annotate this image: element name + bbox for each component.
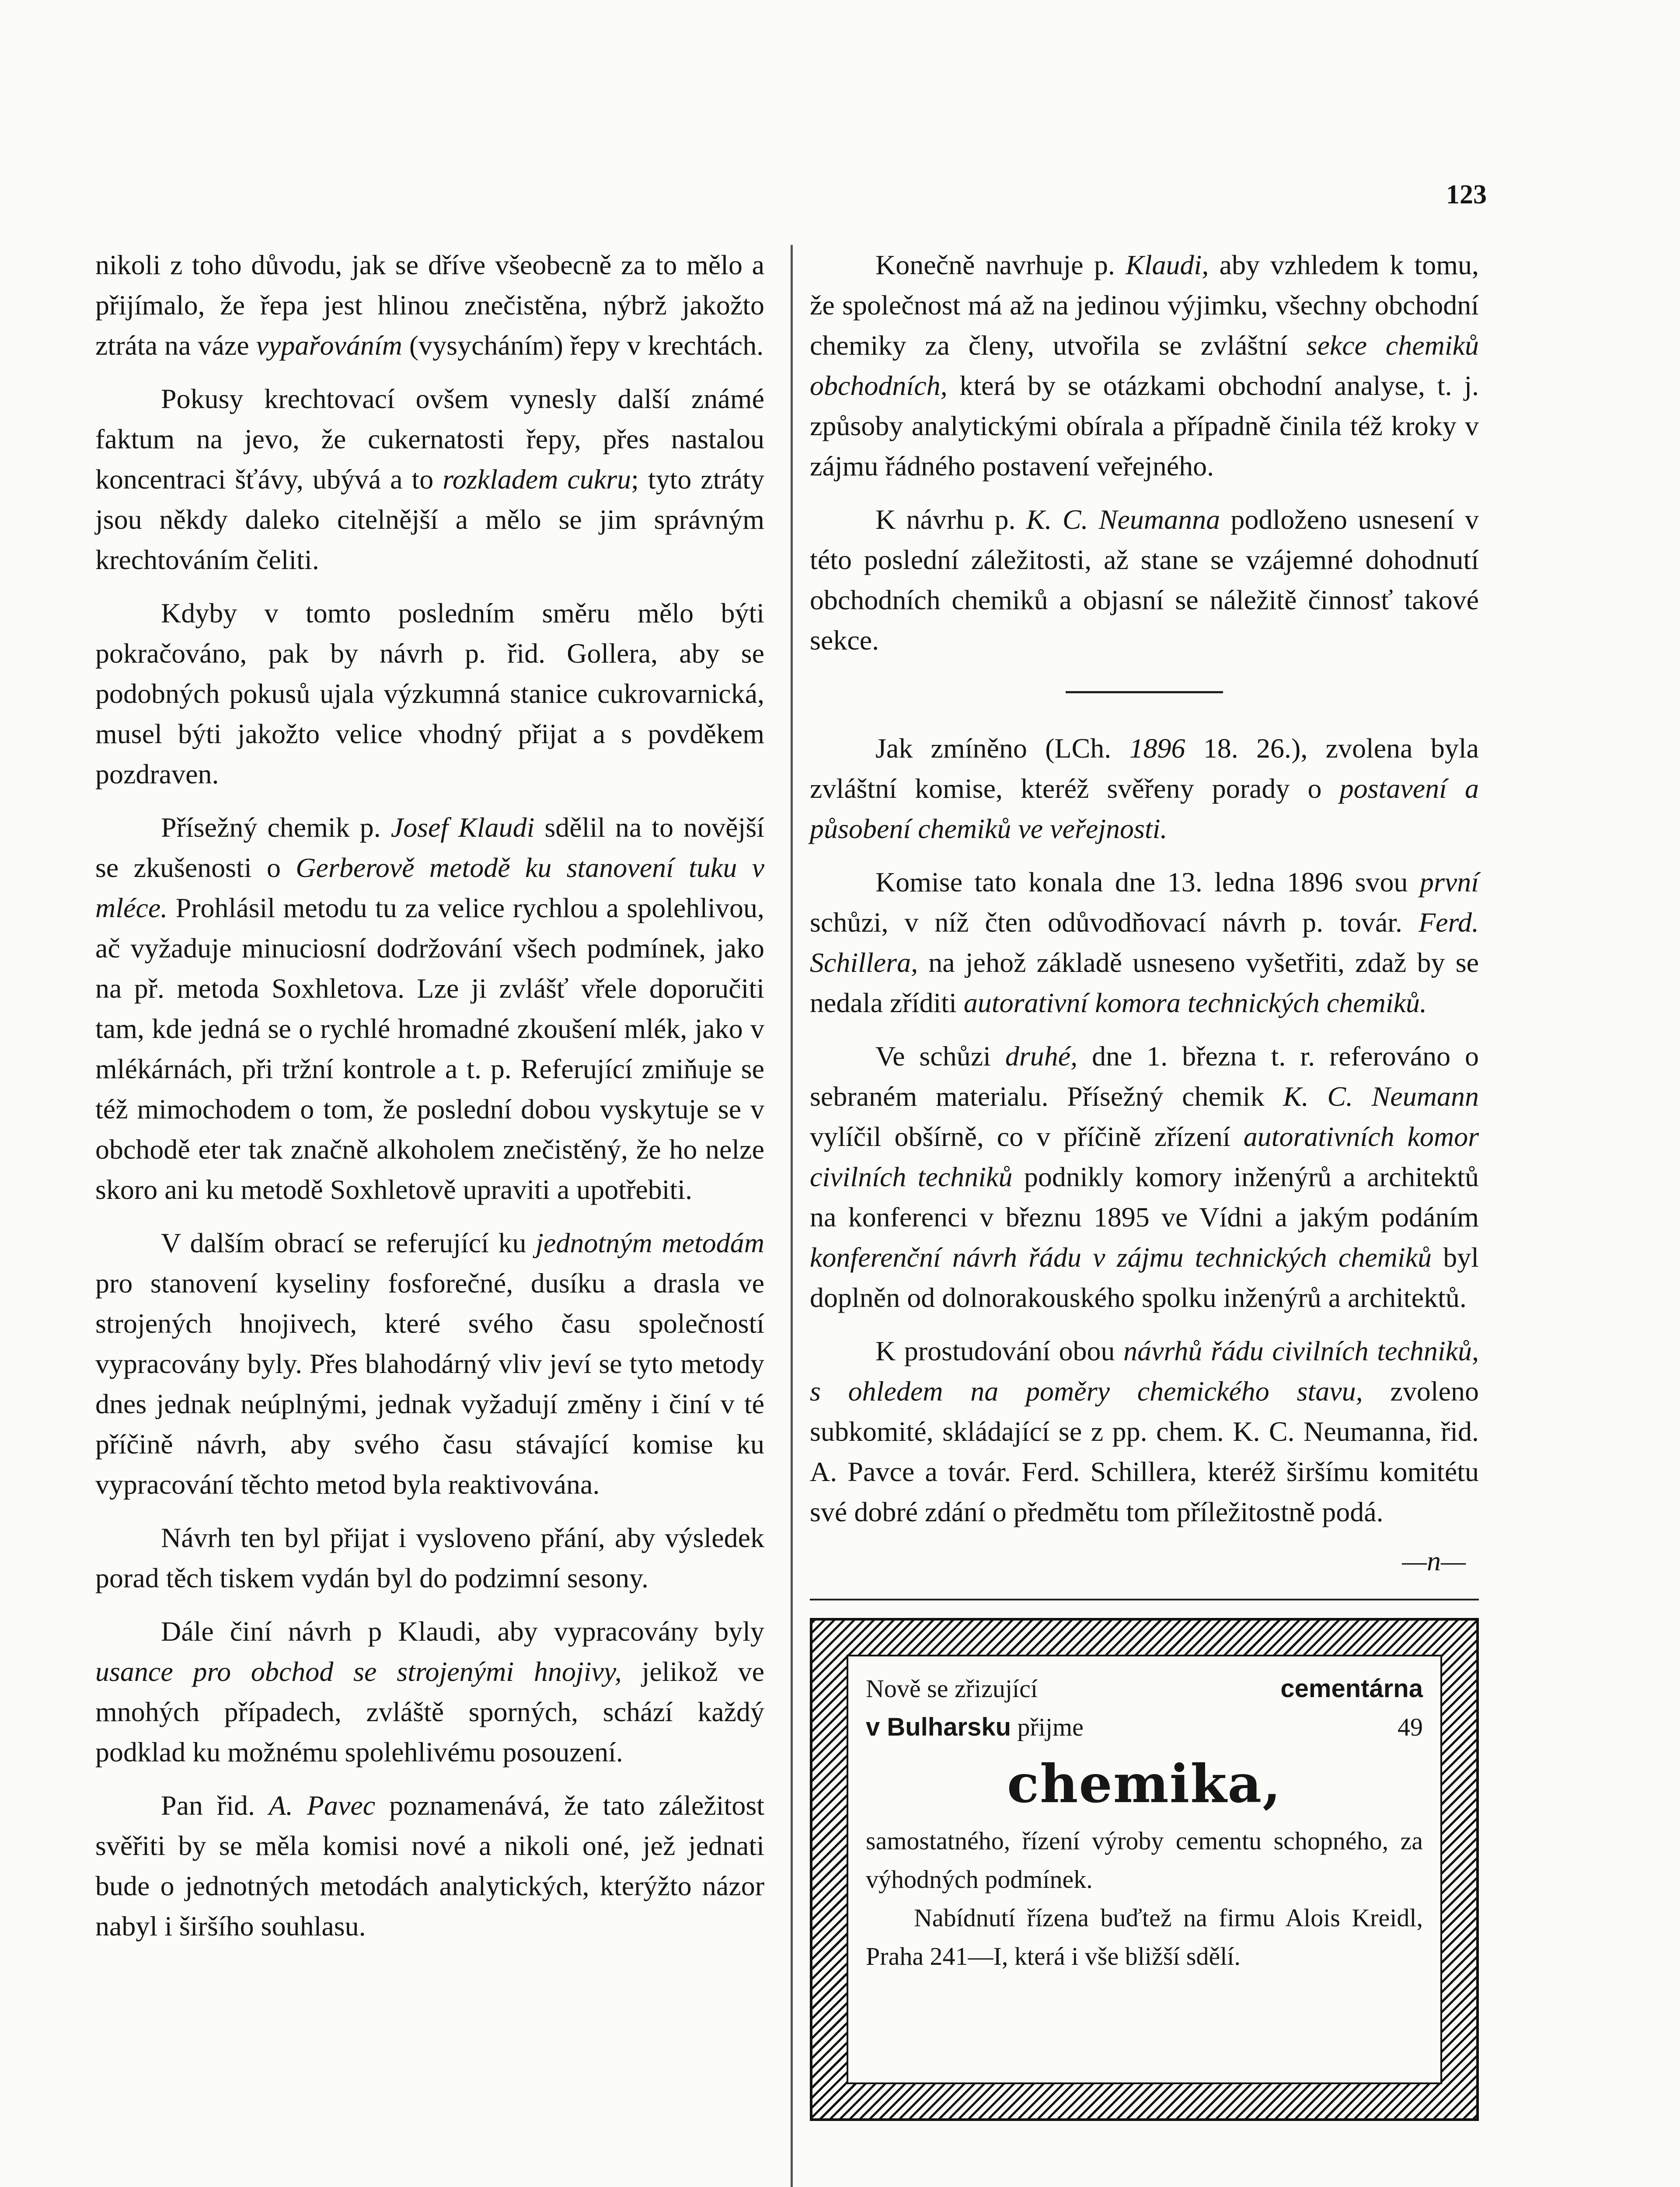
paragraph: Kdyby v tomto posledním směru mělo býti pokračováno, pak by návrh p. řid. Gollera, aby se podobných pokusů ujala výzkumná stanice cukrovarnická, musel býti jakožto velice vhodný přijat a s povděkem pozdraven.: [95, 597, 764, 790]
paragraph: Ve schůzi druhé, dne 1. března t. r. referováno o sebraném materialu. Přísežný chemik K. C. Neumann vylíčil obšírně, co v příčině zřízení autorativních komor civilních techniků podnikly komory inženýrů a architektů na konferenci v březnu 1895 ve Vídni a jakým podáním konferenční návrh řádu v zájmu technických chemiků byl doplněn od dolnorakouského spolku inženýrů a architektů.: [810, 1041, 1479, 1313]
right-column: [810, 245, 1479, 2121]
section-separator: [1066, 691, 1223, 693]
column-divider: [791, 245, 793, 2187]
paragraph: K návrhu p. K. C. Neumanna podloženo usnesení v této poslední záležitosti, až stane se vzájemné dohodnutí obchodních chemiků a objasní se náležitě činnosť takové sekce.: [810, 504, 1479, 656]
ad-text: Nově se zřizující: [866, 1674, 1038, 1703]
paragraph: Pokusy krechtovací ovšem vynesly další známé faktum na jevo, že cukernatosti řepy, přes nastalou koncentraci šťávy, ubývá a to rozkladem cukru; tyto ztráty jsou někdy daleko citelnější a mělo se jim správným krechtováním čeliti.: [95, 383, 765, 575]
ad-headline: chemika,: [1007, 1753, 1282, 1815]
paragraph: Jak zmíněno (LCh. 1896 18. 26.), zvolena byla zvláštní komise, kteréž svěřeny porady o postavení a působení chemiků ve veřejnosti.: [810, 733, 1479, 844]
paragraph: Pan řid. A. Pavec poznamenává, že tato záležitost svěřiti by se měla komisi nové a nikoli oné, jež jednati bude o jednotných metodách analytických, kterýžto názor nabyl i širšího souhlasu.: [95, 1790, 765, 1942]
advertisement-content: [847, 1655, 1442, 2084]
ad-line: [866, 1708, 1423, 1747]
ad-text: přijme: [1017, 1713, 1084, 1741]
paragraph: Dále činí návrh p Klaudi, aby vypracovány byly usance pro obchod se strojenými hnojivy, jelikož ve mnohých případech, zvláště sporných, schází každý podklad ku možnému spolehlivému posouzení.: [95, 1616, 765, 1768]
ad-line: [866, 1670, 1423, 1708]
ad-number: 49: [1398, 1713, 1423, 1741]
advertisement-box: [810, 1618, 1479, 2121]
ad-text: samostatného, řízení výroby cementu schopného, za výhodných podmínek.: [866, 1827, 1423, 1894]
ad-body: [866, 1822, 1423, 1976]
ad-location: v Bulharsku: [866, 1713, 1011, 1741]
paragraph: K prostudování obou návrhů řádu civilních techniků, s ohledem na poměry chemického stavu, zvoleno subkomité, skládající se z pp. chem. K. C. Neumanna, řid. A. Pavce a továr. Ferd. Schillera, kteréž širšímu komitétu své dobré zdání o předmětu tom příležitostně podá.: [810, 1335, 1479, 1527]
author-signoff: —n—: [1402, 1545, 1466, 1576]
ad-text: Nabídnutí řízena buďtež na firmu Alois Kreidl, Praha 241—I, která i vše bližší sdělí.: [866, 1904, 1423, 1970]
left-column: [95, 245, 764, 1960]
paragraph: Přísežný chemik p. Josef Klaudi sdělil na to novější se zkušenosti o Gerberově metodě ku stanovení tuku v mléce. Prohlásil metodu tu za velice rychlou a spolehlivou, ač vyžaduje minuciosní dodržování všech podmínek, jako na př. metoda Soxhletova. Lze ji zvlášť vřele doporučiti tam, kde jedná se o rychlé hromadné zkoušení mlék, jako v mlékárnách, při tržní kontrole a t. p. Referující zmiňuje se též mimochodem o tom, že poslední dobou vyskytuje se v obchodě eter tak značně alkoholem znečistěný, že ho nelze skoro ani ku metodě Soxhletově upraviti a upotřebiti.: [95, 812, 765, 1205]
paragraph: Návrh ten byl přijat i vysloveno přání, aby výsledek porad těch tiskem vydán byl do podzimní sesony.: [95, 1522, 764, 1593]
paragraph: nikoli z toho důvodu, jak se dříve všeobecně za to mělo a přijímalo, že řepa jest hlinou znečistěna, nýbrž jakožto ztráta na váze vypařováním (vysycháním) řepy v krechtách.: [95, 249, 764, 361]
ad-company-type: cementárna: [1280, 1674, 1423, 1703]
paragraph: Komise tato konala dne 13. ledna 1896 svou první schůzi, v níž čten odůvodňovací návrh p. továr. Ferd. Schillera, na jehož základě usneseno vyšetřiti, zdaž by se nedala zříditi autorativní komora technických chemiků.: [810, 866, 1479, 1018]
paragraph: V dalším obrací se referující ku jednotným metodám pro stanovení kyseliny fosforečné, dusíku a drasla ve strojených hnojivech, které svého času společností vypracovány byly. Přes blahodárný vliv jeví se tyto metody dnes jednak neúplnými, jednak vyžadují změny i činí v té příčině návrh, aby svého času stávající komise ku vypracování těchto metod byla reaktivována.: [95, 1227, 765, 1500]
page-number: 123: [1446, 180, 1487, 210]
paragraph: Konečně navrhuje p. Klaudi, aby vzhledem k tomu, že společnost má až na jedinou výjimku, všechny obchodní chemiky za členy, utvořila se zvláštní sekce chemiků obchodních, která by se otázkami obchodní analyse, t. j. způsoby analytickými obírala a případně činila též kroky v zájmu řádného postavení veřejného.: [810, 249, 1479, 482]
ad-top-rule: [810, 1599, 1479, 1600]
